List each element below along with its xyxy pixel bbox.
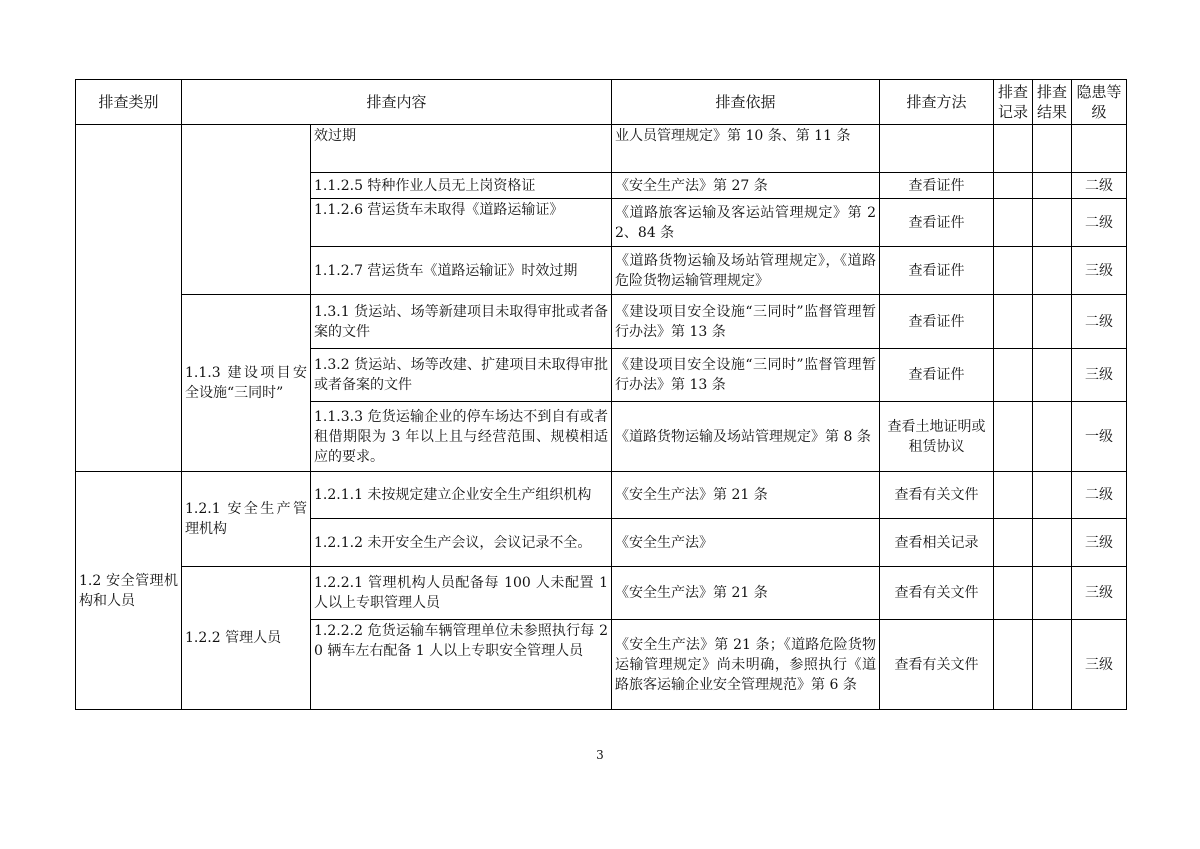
level-cell: 三级 (1072, 519, 1127, 567)
content-cell: 1.2.1.1 未按规定建立企业安全生产组织机构 (311, 472, 612, 519)
content-cell: 1.1.3.3 危货运输企业的停车场达不到自有或者租借期限为 3 年以上且与经营范围、规模相适应的要求。 (311, 402, 612, 472)
level-cell (1072, 125, 1127, 173)
result-cell (1033, 125, 1072, 173)
method-cell: 查看有关文件 (880, 567, 994, 620)
col-record-header: 排查 记录 (994, 80, 1033, 125)
result-cell (1033, 567, 1072, 620)
basis-cell: 《安全生产法》 (612, 519, 880, 567)
content-cell: 1.1.2.5 特种作业人员无上岗资格证 (311, 173, 612, 199)
method-cell: 查看证件 (880, 199, 994, 247)
col-method-header: 排查方法 (880, 80, 994, 125)
method-cell: 查看证件 (880, 349, 994, 402)
method-cell: 查看相关记录 (880, 519, 994, 567)
method-cell: 查看有关文件 (880, 620, 994, 710)
method-cell (880, 125, 994, 173)
col-level-header: 隐患等 级 (1072, 80, 1127, 125)
page-number: 3 (596, 748, 604, 762)
content-cell: 1.1.2.7 营运货车《道路运输证》时效过期 (311, 247, 612, 295)
content-cell: 1.2.2.1 管理机构人员配备每 100 人未配置 1 人以上专职管理人员 (311, 567, 612, 620)
col-content-header: 排查内容 (182, 80, 612, 125)
method-cell: 查看土地证明或租赁协议 (880, 402, 994, 472)
record-cell (994, 620, 1033, 710)
method-cell: 查看证件 (880, 295, 994, 349)
result-cell (1033, 295, 1072, 349)
level-cell: 二级 (1072, 199, 1127, 247)
basis-cell: 《道路货物运输及场站管理规定》，《道路危险货物运输管理规定》 (612, 247, 880, 295)
basis-cell: 《安全生产法》第 21 条 (612, 472, 880, 519)
content-cell: 1.2.2.2 危货运输车辆管理单位未参照执行每 20 辆车左右配备 1 人以上专职安全管理人员 (311, 620, 612, 710)
basis-cell: 《道路旅客运输及客运站管理规定》第 22、84 条 (612, 199, 880, 247)
record-cell (994, 472, 1033, 519)
level-cell: 二级 (1072, 173, 1127, 199)
content-cell: 1.1.2.6 营运货车未取得《道路运输证》 (311, 199, 612, 247)
basis-cell: 《安全生产法》第 21 条；《道路危险货物运输管理规定》尚未明确，参照执行《道路旅客运输企业安全管理规范》第 6 条 (612, 620, 880, 710)
record-cell (994, 402, 1033, 472)
level-cell: 二级 (1072, 472, 1127, 519)
group-cell-1-2-2: 1.2.2 管理人员 (182, 567, 311, 710)
inspection-table (75, 79, 1127, 710)
basis-cell: 《道路货物运输及场站管理规定》第 8 条 (612, 402, 880, 472)
basis-cell: 《安全生产法》第 21 条 (612, 567, 880, 620)
result-cell (1033, 519, 1072, 567)
result-cell (1033, 173, 1072, 199)
content-cell: 效过期 (311, 125, 612, 173)
table-row (76, 295, 1127, 349)
level-cell: 三级 (1072, 567, 1127, 620)
level-cell: 三级 (1072, 620, 1127, 710)
category-cell-empty (76, 125, 182, 472)
method-cell: 查看证件 (880, 247, 994, 295)
record-cell (994, 519, 1033, 567)
category-cell-1-2: 1.2 安全管理机构和人员 (76, 472, 182, 710)
level-cell: 二级 (1072, 295, 1127, 349)
result-cell (1033, 349, 1072, 402)
group-cell-1-2-1: 1.2.1 安全生产管理机构 (182, 472, 311, 567)
level-cell: 三级 (1072, 247, 1127, 295)
col-result-header: 排查 结果 (1033, 80, 1072, 125)
result-cell (1033, 247, 1072, 295)
record-cell (994, 567, 1033, 620)
result-cell (1033, 402, 1072, 472)
basis-cell: 《建设项目安全设施“三同时”监督管理暂行办法》第 13 条 (612, 295, 880, 349)
header-row (76, 80, 1127, 125)
col-category-header: 排查类别 (76, 80, 182, 125)
record-cell (994, 295, 1033, 349)
result-cell (1033, 620, 1072, 710)
content-cell: 1.2.1.2 未开安全生产会议，会议记录不全。 (311, 519, 612, 567)
table-row (76, 567, 1127, 620)
record-cell (994, 247, 1033, 295)
level-cell: 三级 (1072, 349, 1127, 402)
method-cell: 查看证件 (880, 173, 994, 199)
basis-cell: 《安全生产法》第 27 条 (612, 173, 880, 199)
content-cell: 1.3.1 货运站、场等新建项目未取得审批或者备案的文件 (311, 295, 612, 349)
result-cell (1033, 472, 1072, 519)
content-cell: 1.3.2 货运站、场等改建、扩建项目未取得审批或者备案的文件 (311, 349, 612, 402)
result-cell (1033, 199, 1072, 247)
group-cell-empty (182, 125, 311, 295)
method-cell: 查看有关文件 (880, 472, 994, 519)
level-cell: 一级 (1072, 402, 1127, 472)
record-cell (994, 125, 1033, 173)
record-cell (994, 349, 1033, 402)
table-row (76, 472, 1127, 519)
group-cell-1-1-3: 1.1.3 建设项目安全设施“三同时” (182, 295, 311, 472)
col-basis-header: 排查依据 (612, 80, 880, 125)
record-cell (994, 199, 1033, 247)
basis-cell: 业人员管理规定》第 10 条、第 11 条 (612, 125, 880, 173)
record-cell (994, 173, 1033, 199)
table-row (76, 125, 1127, 173)
basis-cell: 《建设项目安全设施“三同时”监督管理暂行办法》第 13 条 (612, 349, 880, 402)
